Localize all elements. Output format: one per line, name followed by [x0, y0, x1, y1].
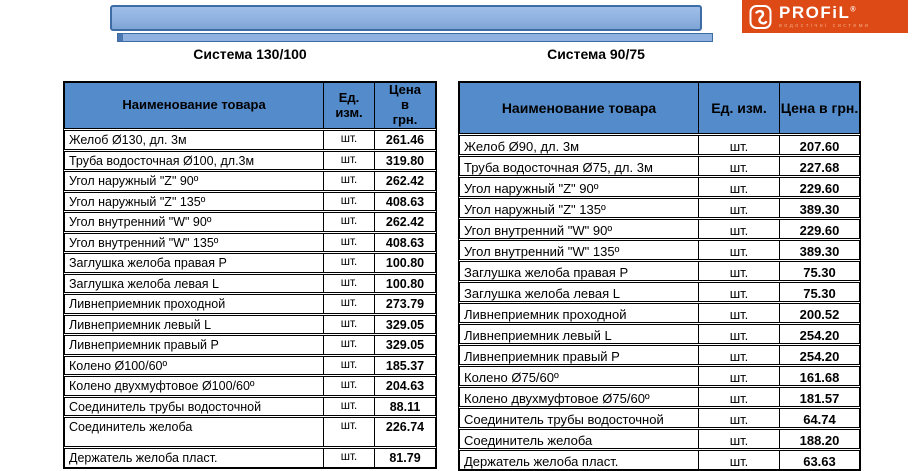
table-row — [64, 212, 436, 232]
item-price: 75.30 — [779, 282, 860, 302]
table-row — [64, 192, 436, 212]
table-row — [64, 397, 436, 417]
table-row — [459, 303, 860, 323]
table-row — [459, 408, 860, 428]
item-price: 329.05 — [374, 335, 436, 355]
top-banner-bar — [110, 5, 702, 31]
item-unit: шт. — [323, 212, 375, 232]
item-price: 262.42 — [374, 171, 436, 191]
item-name: Угол внутренний "W" 90º — [64, 212, 324, 232]
item-unit: шт. — [698, 261, 780, 281]
item-price: 319.80 — [374, 151, 436, 171]
item-name: Труба водосточная Ø100, дл.3м — [64, 151, 324, 171]
item-unit: шт. — [698, 240, 780, 260]
item-price: 100.80 — [374, 253, 436, 273]
table-row — [64, 130, 436, 150]
brand-tagline: водостічні системи — [779, 22, 871, 29]
item-unit: шт. — [698, 366, 780, 386]
item-name: Угол внутренний "W" 90º — [459, 219, 699, 239]
table-row — [64, 417, 436, 447]
item-unit: шт. — [698, 177, 780, 197]
table-row — [64, 253, 436, 273]
table-row — [64, 356, 436, 376]
profil-logo-icon — [749, 4, 773, 30]
section-title-system-130-100: Система 130/100 — [193, 46, 307, 62]
table-row — [459, 198, 860, 218]
item-name: Ливнеприемник проходной — [64, 294, 324, 314]
table-row — [459, 450, 860, 470]
item-name: Угол наружный "Z" 135º — [459, 198, 699, 218]
item-name: Желоб Ø90, дл. 3м — [459, 135, 699, 155]
item-name: Угол внутренний "W" 135º — [459, 240, 699, 260]
item-price: 254.20 — [779, 345, 860, 365]
item-name: Ливнеприемник правый P — [459, 345, 699, 365]
item-price: 64.74 — [779, 408, 860, 428]
item-price: 185.37 — [374, 356, 436, 376]
item-price: 254.20 — [779, 324, 860, 344]
brand-name: PROFiL® — [779, 2, 856, 22]
item-name: Угол внутренний "W" 135º — [64, 233, 324, 253]
col-header-unit: Ед. изм. — [323, 82, 375, 129]
item-price: 63.63 — [779, 450, 860, 470]
item-unit: шт. — [323, 294, 375, 314]
item-price: 389.30 — [779, 240, 860, 260]
col-header-name: Наименование товара — [459, 82, 699, 134]
item-price: 229.60 — [779, 177, 860, 197]
table-row — [459, 429, 860, 449]
table-row — [459, 261, 860, 281]
table-row — [64, 274, 436, 294]
item-unit: шт. — [323, 233, 375, 253]
price-table-system-90-75 — [458, 81, 861, 471]
item-price: 88.11 — [374, 397, 436, 417]
table-row — [64, 151, 436, 171]
profil-logo-text — [779, 4, 870, 30]
table-row — [459, 282, 860, 302]
item-name: Угол наружный "Z" 135º — [64, 192, 324, 212]
item-name: Ливнеприемник левый L — [64, 315, 324, 335]
item-price: 207.60 — [779, 135, 860, 155]
item-name: Труба водосточная Ø75, дл. 3м — [459, 156, 699, 176]
item-price: 227.68 — [779, 156, 860, 176]
item-unit: шт. — [323, 274, 375, 294]
item-unit: шт. — [323, 253, 375, 273]
item-unit: шт. — [698, 345, 780, 365]
item-name: Держатель желоба пласт. — [459, 450, 699, 470]
item-unit: шт. — [698, 450, 780, 470]
item-unit: шт. — [323, 448, 375, 468]
item-name: Ливнеприемник проходной — [459, 303, 699, 323]
table-row — [459, 240, 860, 260]
table-row — [64, 335, 436, 355]
item-name: Ливнеприемник левый L — [459, 324, 699, 344]
item-name: Заглушка желоба правая P — [459, 261, 699, 281]
item-name: Ливнеприемник правый P — [64, 335, 324, 355]
item-name: Заглушка желоба левая L — [459, 282, 699, 302]
table-row — [64, 448, 436, 468]
item-unit: шт. — [323, 151, 375, 171]
item-price: 389.30 — [779, 198, 860, 218]
item-price: 262.42 — [374, 212, 436, 232]
item-price: 261.46 — [374, 130, 436, 150]
item-unit: шт. — [323, 192, 375, 212]
item-unit: шт. — [698, 429, 780, 449]
item-unit: шт. — [323, 315, 375, 335]
item-price: 181.57 — [779, 387, 860, 407]
item-name: Колено двухмуфтовое Ø100/60º — [64, 376, 324, 396]
item-unit: шт. — [698, 282, 780, 302]
col-header-unit: Ед. изм. — [698, 82, 780, 134]
table-row — [459, 324, 860, 344]
table-row — [64, 171, 436, 191]
item-unit: шт. — [698, 156, 780, 176]
item-price: 204.63 — [374, 376, 436, 396]
item-unit: шт. — [698, 135, 780, 155]
table-row — [459, 345, 860, 365]
item-name: Угол наружный "Z" 90º — [64, 171, 324, 191]
registered-mark: ® — [850, 6, 856, 14]
item-price: 81.79 — [374, 448, 436, 468]
table-row — [459, 387, 860, 407]
item-price: 226.74 — [374, 417, 436, 447]
item-name: Угол наружный "Z" 90º — [459, 177, 699, 197]
item-price: 188.20 — [779, 429, 860, 449]
item-price: 229.60 — [779, 219, 860, 239]
table-row — [459, 366, 860, 386]
item-unit: шт. — [698, 303, 780, 323]
item-unit: шт. — [698, 219, 780, 239]
item-unit: шт. — [698, 198, 780, 218]
item-price: 200.52 — [779, 303, 860, 323]
item-name: Колено Ø100/60º — [64, 356, 324, 376]
table-header-row — [64, 82, 436, 129]
item-unit: шт. — [323, 397, 375, 417]
item-price: 329.05 — [374, 315, 436, 335]
table-header-row — [459, 82, 860, 134]
item-name: Соединитель трубы водосточной — [64, 397, 324, 417]
item-unit: шт. — [323, 130, 375, 150]
table-row — [459, 156, 860, 176]
item-price: 75.30 — [779, 261, 860, 281]
item-unit: шт. — [323, 171, 375, 191]
price-table-system-130-100 — [63, 81, 437, 469]
col-header-price: Цена в грн. — [374, 82, 436, 129]
item-price: 100.80 — [374, 274, 436, 294]
item-price: 273.79 — [374, 294, 436, 314]
col-header-price: Цена в грн. — [779, 82, 860, 134]
item-price: 408.63 — [374, 233, 436, 253]
item-price: 161.68 — [779, 366, 860, 386]
table-row — [64, 294, 436, 314]
item-unit: шт. — [323, 417, 375, 447]
item-unit: шт. — [323, 335, 375, 355]
item-unit: шт. — [323, 356, 375, 376]
item-name: Соединитель желоба — [459, 429, 699, 449]
table-row — [459, 219, 860, 239]
item-name: Соединитель желоба — [64, 417, 324, 447]
item-name: Заглушка желоба левая L — [64, 274, 324, 294]
col-header-name: Наименование товара — [64, 82, 324, 129]
item-unit: шт. — [698, 324, 780, 344]
item-unit: шт. — [698, 387, 780, 407]
item-name: Держатель желоба пласт. — [64, 448, 324, 468]
table-row — [64, 315, 436, 335]
table-row — [64, 233, 436, 253]
item-name: Колено Ø75/60º — [459, 366, 699, 386]
item-name: Колено двухмуфтовое Ø75/60º — [459, 387, 699, 407]
item-price: 408.63 — [374, 192, 436, 212]
table-row — [459, 177, 860, 197]
banner-underline-cap — [118, 34, 123, 41]
table-row — [64, 376, 436, 396]
item-name: Соединитель трубы водосточной — [459, 408, 699, 428]
item-name: Желоб Ø130, дл. 3м — [64, 130, 324, 150]
table-row — [459, 135, 860, 155]
item-unit: шт. — [698, 408, 780, 428]
section-title-system-90-75: Система 90/75 — [547, 46, 645, 62]
item-unit: шт. — [323, 376, 375, 396]
profil-logo — [742, 0, 908, 33]
item-name: Заглушка желоба правая P — [64, 253, 324, 273]
top-banner-underline — [117, 33, 713, 42]
